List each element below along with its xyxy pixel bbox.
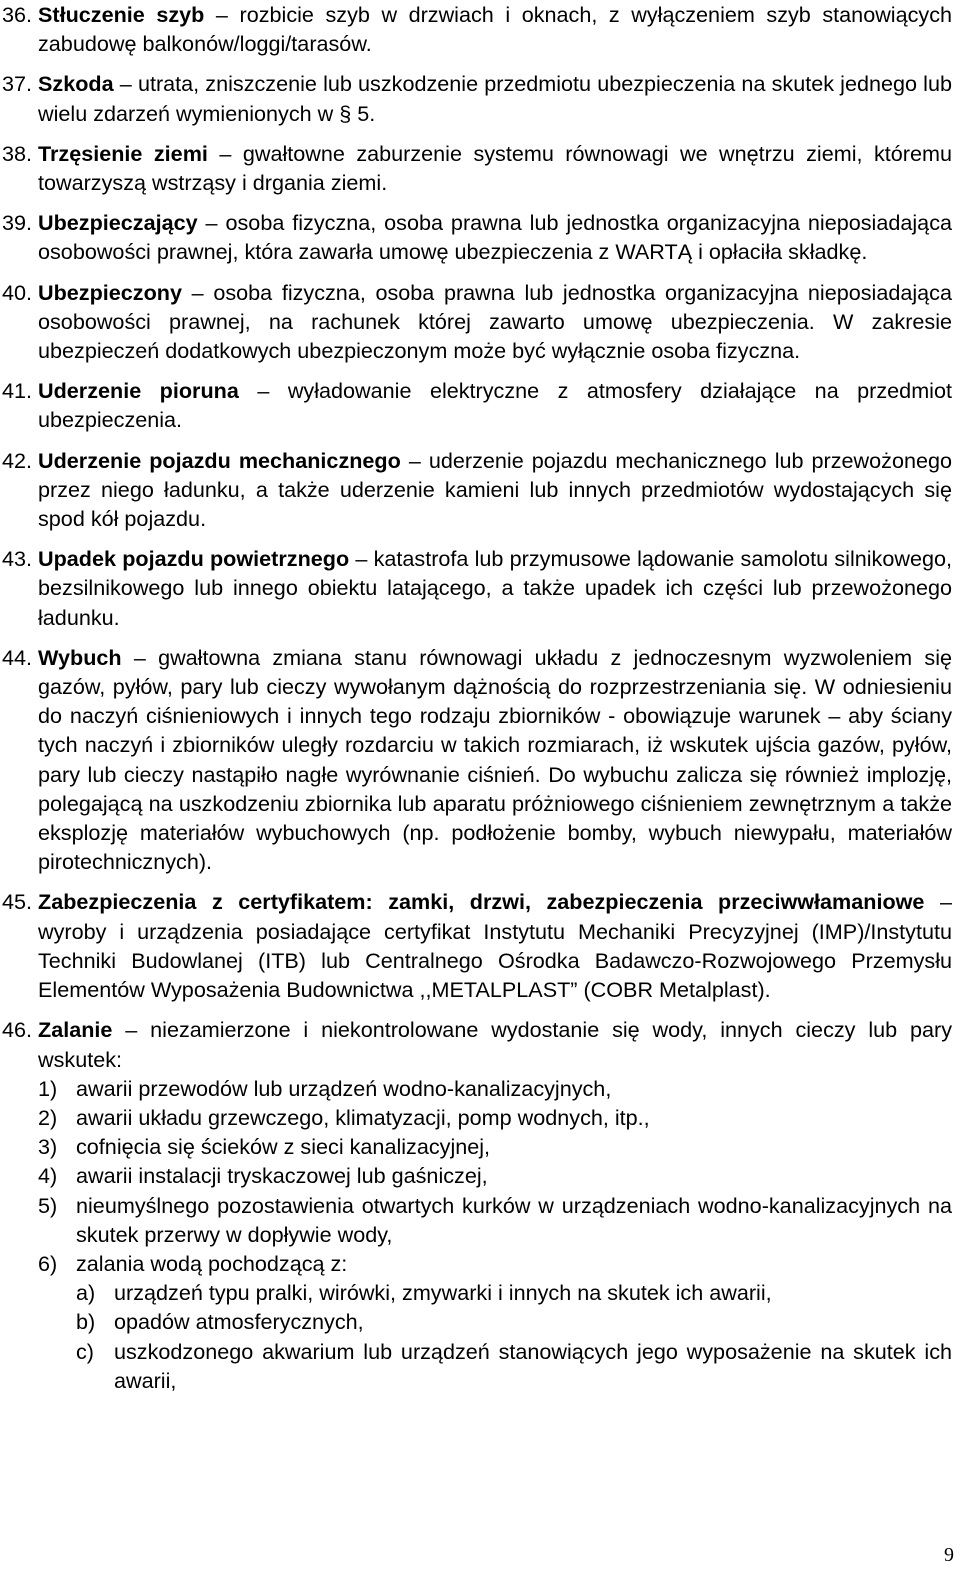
definition-item [0, 208, 952, 266]
list-item [38, 1132, 952, 1161]
definition-separator: – [924, 889, 952, 915]
definition-number: 40. [2, 279, 33, 305]
sub-list-item-letter: c) [76, 1338, 94, 1364]
definition-text: rozbicie szyb w drzwiach i oknach, z wyłączeniem szyb stanowiących zabudowę balkonów/loggi/tarasów. [38, 2, 953, 57]
definition-text: osoba fizyczna, osoba prawna lub jednostka organizacyjna nieposiadająca osobowości prawnej, na rachunek której zawarto umowę ubezpieczenia. W zakresie ubezpieczeń dodatkowych ubezpieczonym może być wyłącznie osoba fizyczna. [38, 279, 952, 364]
definition-body [38, 208, 952, 266]
definition-separator: – [197, 210, 226, 236]
sub-list-item [38, 1337, 952, 1395]
definition-item [0, 69, 952, 127]
definition-text: osoba fizyczna, osoba prawna lub jednostka organizacyjna nieposiadająca osobowości prawnej, która zawarła umowę ubezpieczenia z WARTĄ i opłaciła składkę. [38, 210, 952, 265]
page-number: 9 [944, 1544, 954, 1566]
definition-number: 37. [2, 71, 33, 97]
definition-separator: – [121, 644, 159, 670]
sub-list-item-text: opadów atmosferycznych, [114, 1309, 364, 1335]
definition-separator: – [113, 71, 138, 97]
definition-term: Trzęsienie ziemi [38, 140, 208, 166]
list-item-number: 1) [38, 1075, 58, 1101]
list-item-number: 4) [38, 1163, 58, 1189]
definition-number: 43. [2, 546, 33, 572]
definition-separator: – [400, 447, 429, 473]
sub-list-item-text: urządzeń typu pralki, wirówki, zmywarki i innych na skutek ich awarii, [114, 1280, 772, 1306]
list-item-number: 5) [38, 1192, 58, 1218]
list-item [38, 1103, 952, 1132]
definition-item [0, 1015, 952, 1395]
definition-term: Szkoda [38, 71, 114, 97]
definition-body [38, 0, 952, 58]
definition-text: wyładowanie elektryczne z atmosfery działające na przedmiot ubezpieczenia. [38, 378, 952, 433]
definition-term: Wybuch [38, 644, 122, 670]
definition-item [0, 0, 952, 58]
definition-body [38, 643, 952, 877]
sub-list-item-letter: a) [76, 1280, 96, 1306]
list-item-text: awarii instalacji tryskaczowej lub gaśniczej, [76, 1163, 488, 1189]
list-item [38, 1161, 952, 1190]
definition-item [0, 887, 952, 1004]
list-item-number: 2) [38, 1104, 58, 1130]
definition-text: niezamierzone i niekontrolowane wydostanie się wody, innych cieczy lub pary wskutek: [38, 1017, 952, 1072]
definition-number: 44. [2, 644, 33, 670]
definition-body [38, 544, 952, 632]
definition-separator: – [182, 279, 214, 305]
list-item-text: zalania wodą pochodzącą z: [76, 1250, 348, 1276]
definition-separator: – [204, 2, 240, 27]
sub-list-item-text: uszkodzonego akwarium lub urządzeń stanowiących jego wyposażenie na skutek ich awarii, [114, 1338, 952, 1393]
definition-text: gwałtowna zmiana stanu równowagi układu z jednoczesnym wyzwoleniem się gazów, pyłów, pary lub cieczy wywołanym dążnością do rozprzestrzeniania się. W odniesieniu do naczyń ciśnieniowych i innych tego rodzaju zbiorników - obowiązuje warunek – aby ściany tych naczyń i zbiorników uległy rozdarciu w takich rozmiarach, iż wskutek ujścia gazów, pyłów, pary lub cieczy nastąpiło nagłe wyrównanie ciśnień. Do wybuchu zalicza się również implozję, polegającą na uszkodzeniu zbiornika lub aparatu próżniowego ciśnieniem zewnętrznym a także eksplozję materiałów wybuchowych (np. podłożenie bomby, wybuch niewypału, materiałów pirotechnicznych). [38, 644, 953, 875]
definition-text: gwałtowne zaburzenie systemu równowagi we wnętrzu ziemi, któremu towarzyszą wstrząsy i drgania ziemi. [38, 140, 952, 196]
definition-body [38, 69, 952, 127]
definition-term: Uderzenie pioruna [38, 378, 239, 404]
definition-term: Ubezpieczony [38, 279, 182, 305]
definition-number: 45. [2, 889, 33, 915]
sub-list-item [38, 1278, 952, 1307]
definition-number: 42. [2, 447, 33, 473]
definition-term: Zabezpieczenia z certyfikatem: zamki, drzwi, zabezpieczenia przeciwwłamaniowe [38, 889, 925, 915]
definition-number: 39. [2, 210, 33, 236]
definition-item [0, 643, 952, 877]
list-item-text: awarii przewodów lub urządzeń wodno-kanalizacyjnych, [76, 1075, 612, 1101]
definition-item [0, 278, 952, 366]
definition-item [0, 376, 952, 434]
list-item [38, 1249, 952, 1278]
definition-text: katastrofa lub przymusowe lądowanie samolotu silnikowego, bezsilnikowego lub innego obiektu latającego, a także upadek ich części lub przewożonego ładunku. [38, 546, 952, 630]
list-item-number: 3) [38, 1134, 58, 1160]
list-item-text: nieumyślnego pozostawienia otwartych kurków w urządzeniach wodno-kanalizacyjnych na skutek przerwy w dopływie wody, [76, 1192, 952, 1247]
list-item-number: 6) [38, 1250, 58, 1276]
definition-term: Zalanie [38, 1017, 113, 1043]
definition-item [0, 139, 952, 197]
definition-number: 38. [2, 140, 33, 166]
definition-body [38, 887, 952, 1004]
definition-text: wyroby i urządzenia posiadające certyfikat Instytutu Mechaniki Precyzyjnej (IMP)/Instytutu Techniki Budowlanej (ITB) lub Centralnego Ośrodka Badawczo-Rozwojowego Przemysłu Elementów Wyposażenia Budownictwa ,,METALPLAST” (COBR Metalplast). [38, 918, 952, 1003]
definition-item [0, 544, 952, 632]
definition-body [38, 376, 952, 434]
sub-list-item [38, 1307, 952, 1336]
definition-body [38, 446, 952, 534]
sub-list-item-letter: b) [76, 1309, 96, 1335]
definition-number: 46. [2, 1017, 33, 1043]
definition-item [0, 446, 952, 534]
definition-term: Uderzenie pojazdu mechanicznego [38, 447, 401, 473]
definition-term: Stłuczenie szyb [38, 2, 205, 27]
definition-term: Upadek pojazdu powietrznego [38, 546, 350, 572]
list-item-text: cofnięcia się ścieków z sieci kanalizacyjnej, [76, 1134, 491, 1160]
definition-text: uderzenie pojazdu mechanicznego lub przewożonego przez niego ładunku, a także uderzenie kamieni lub innych przedmiotów wydostających się spod kół pojazdu. [38, 447, 952, 532]
definition-number: 41. [2, 378, 33, 404]
list-item-text: awarii układu grzewczego, klimatyzacji, pomp wodnych, itp., [76, 1104, 650, 1130]
definition-body [38, 1015, 952, 1395]
definition-term: Ubezpieczający [38, 210, 198, 236]
definition-separator: – [112, 1017, 151, 1043]
definition-number: 36. [2, 2, 33, 27]
definition-body [38, 139, 952, 197]
definition-body [38, 278, 952, 366]
list-item [38, 1074, 952, 1103]
definition-separator: – [238, 378, 288, 404]
list-item [38, 1191, 952, 1249]
definition-separator: – [207, 140, 243, 166]
definition-text: utrata, zniszczenie lub uszkodzenie przedmiotu ubezpieczenia na skutek jednego lub wielu zdarzeń wymienionych w § 5. [38, 71, 952, 126]
definition-separator: – [349, 546, 374, 572]
